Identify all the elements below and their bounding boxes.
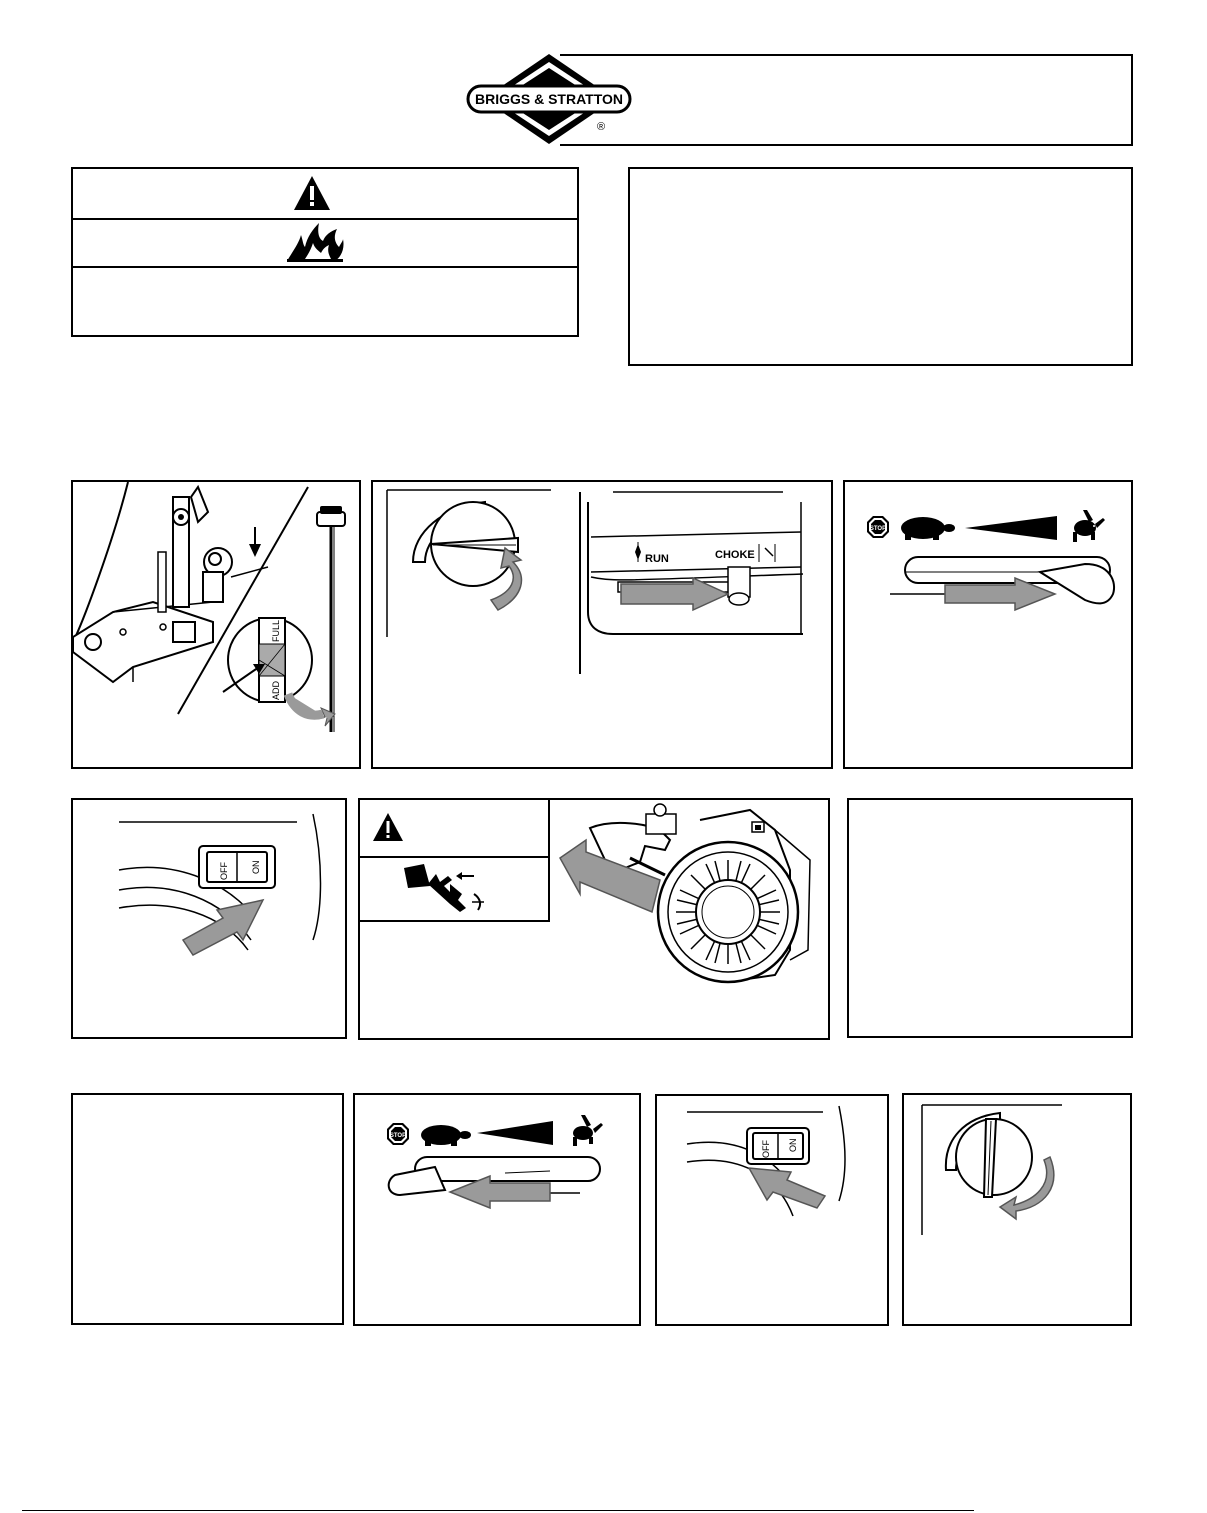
header-title-frame (560, 54, 1133, 146)
dipstick-add-label: ADD (271, 680, 281, 700)
hazard-symbol-row (73, 218, 577, 268)
text-panel-1 (847, 798, 1133, 1038)
warning-header-row (73, 169, 577, 220)
warning-triangle-icon (372, 812, 404, 842)
switch-on-label: ON (788, 1138, 798, 1152)
rabbit-icon (573, 1115, 603, 1146)
fire-warning-box (71, 167, 579, 337)
turtle-icon (421, 1125, 471, 1146)
kickback-hand-icon (400, 864, 500, 914)
info-box (628, 167, 1133, 366)
recoil-start-panel (358, 798, 830, 1040)
stop-sign-text: STOP (389, 1133, 407, 1139)
brand-name: BRIGGS & STRATTON (474, 91, 624, 107)
rabbit-icon (1073, 510, 1105, 542)
fire-icon (285, 221, 345, 263)
text-panel-2 (71, 1093, 344, 1325)
registered-mark: ® (596, 121, 606, 133)
throttle-slow-panel (353, 1093, 641, 1326)
footer-rule (22, 1510, 974, 1511)
switch-off-label: OFF (761, 1140, 771, 1158)
warning-triangle-icon (293, 174, 331, 212)
run-label: RUN (645, 553, 669, 565)
switch-off-label: OFF (219, 862, 229, 880)
dipstick-full-label: FULL (271, 619, 281, 642)
choke-panel (371, 480, 833, 769)
throttle-fast-panel (843, 480, 1133, 769)
switch-on-label: ON (251, 860, 261, 874)
warning-subbox (360, 800, 550, 922)
switch-on-panel (71, 798, 347, 1039)
stop-sign-text: STOP (869, 526, 887, 532)
turtle-icon (901, 517, 955, 540)
switch-off-panel (655, 1094, 889, 1326)
choke-label: CHOKE (715, 549, 755, 561)
oil-check-panel (71, 480, 361, 769)
choke-close-panel (902, 1093, 1132, 1326)
